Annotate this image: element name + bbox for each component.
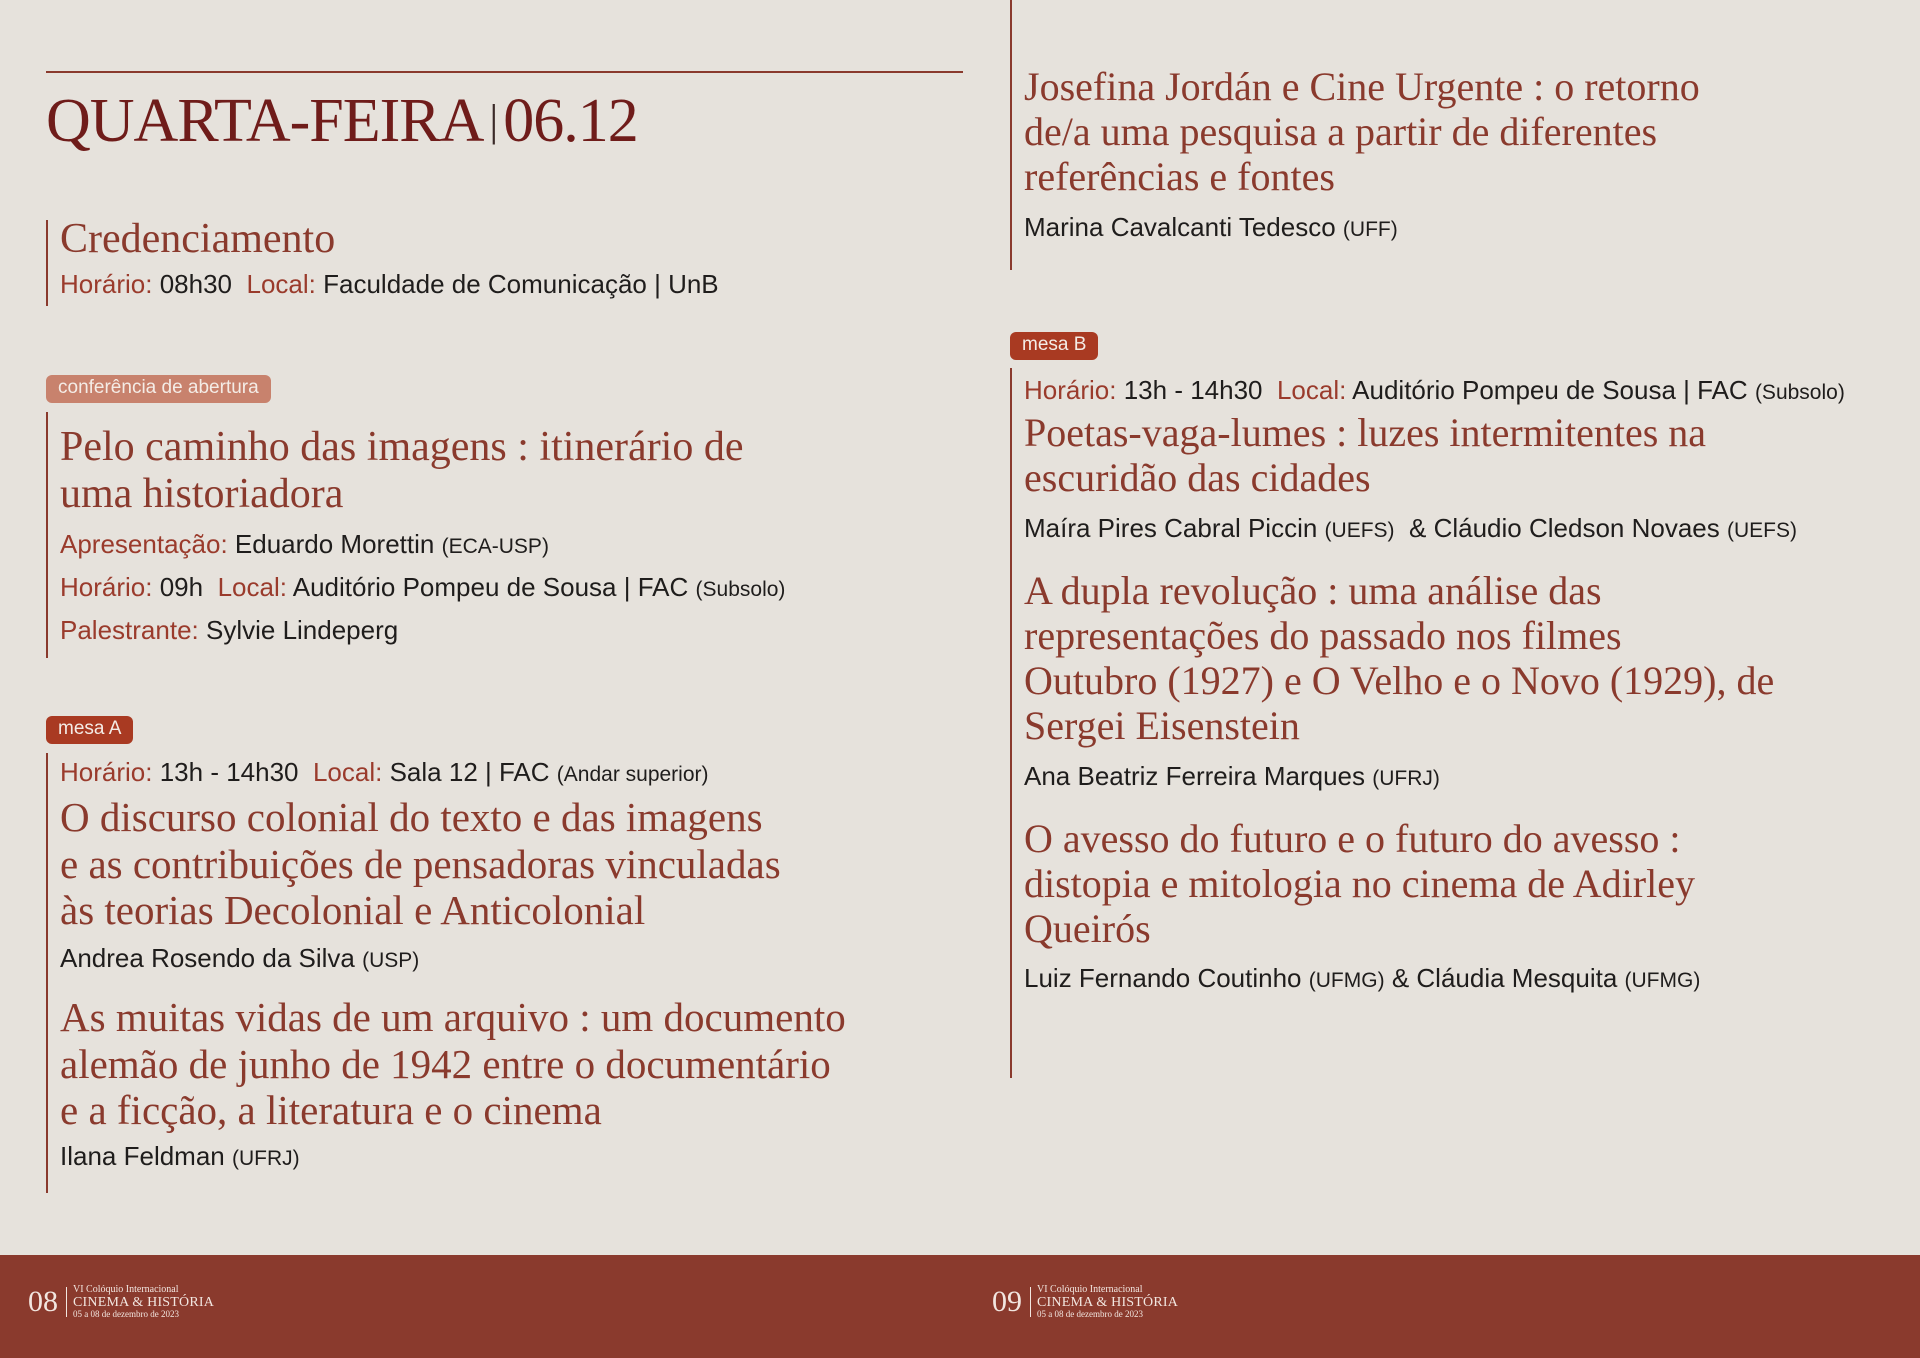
right-page: [1010, 0, 1890, 1250]
talk-title-line1: O avesso do futuro e o futuro do avesso :: [1024, 815, 1681, 861]
event-line2: CINEMA & HISTÓRIA: [73, 1294, 215, 1310]
local-note: (Subsolo): [695, 578, 786, 602]
left-page: [46, 0, 946, 1250]
footer-logo-right: [992, 1285, 1178, 1320]
author-name: Marina Cavalcanti Tedesco: [1024, 211, 1336, 242]
conferencia-block: [46, 412, 785, 658]
author-affiliation: (UEFS): [1324, 518, 1395, 542]
local-label: Local:: [246, 269, 316, 300]
author-affiliation: (UFMG): [1308, 969, 1385, 993]
author-name: Maíra Pires Cabral Piccin: [1024, 512, 1318, 543]
horario-value: 09h: [159, 572, 204, 603]
horario-value: 08h30: [159, 269, 233, 300]
talk-title-line3: referências e fontes: [1024, 154, 1335, 200]
footer-bar: [0, 1255, 1920, 1358]
conferencia-tag: conferência de abertura: [46, 375, 271, 403]
date-label: 06.12: [503, 87, 638, 155]
local-value: Auditório Pompeu de Sousa | FAC: [292, 572, 689, 603]
mesa-b-talk1-authors: [1024, 513, 1845, 544]
talk-title-line3: e a ficção, a literatura e o cinema: [60, 1087, 602, 1134]
palestrante-line: [60, 615, 785, 646]
right-top-block: [1010, 0, 1700, 270]
page-number-right: 09: [992, 1287, 1031, 1317]
mesa-a-talk2-author: [60, 1141, 846, 1172]
conferencia-meta: [60, 572, 785, 603]
mesa-b-tag: mesa B: [1010, 332, 1098, 360]
author-affiliation: (UFF): [1342, 217, 1398, 241]
mesa-a-talk2-title: [60, 994, 846, 1133]
talk-title-line2: escuridão das cidades: [1024, 455, 1371, 501]
talk-title-line2: alemão de junho de 1942 entre o documentário: [60, 1040, 831, 1087]
local-value: Faculdade de Comunicação | UnB: [323, 269, 719, 300]
event-line2: CINEMA & HISTÓRIA: [1037, 1294, 1179, 1310]
author-name: Ilana Feldman: [60, 1141, 225, 1172]
author-name: Luiz Fernando Coutinho: [1024, 963, 1302, 994]
mesa-a-block: [46, 753, 846, 1193]
mesa-b-block: [1010, 368, 1845, 1078]
event-line1: VI Colóquio Internacional: [1037, 1284, 1143, 1295]
horario-label: Horário:: [1024, 375, 1117, 405]
mesa-b-talk3-title: [1024, 816, 1845, 952]
author-affiliation: (UFRJ): [232, 1147, 300, 1171]
author-name: Andrea Rosendo da Silva: [60, 943, 355, 974]
local-value: Sala 12 | FAC: [389, 757, 550, 787]
day-label: QUARTA-FEIRA: [46, 87, 484, 155]
horario-label: Horário:: [60, 757, 153, 787]
ampersand: &: [1409, 512, 1427, 543]
palestrante-label: Palestrante:: [60, 615, 199, 646]
event-line3: 05 a 08 de dezembro de 2023: [1037, 1309, 1143, 1320]
talk-title-line3: Queirós: [1024, 906, 1151, 952]
credenciamento-block: [46, 216, 719, 306]
event-wordmark: [73, 1285, 214, 1320]
talk-title-line1: A dupla revolução : uma análise das: [1024, 567, 1602, 613]
credenciamento-title: Credenciamento: [60, 216, 336, 262]
palestrante-name: Sylvie Lindeperg: [205, 615, 399, 646]
apresentacao-affiliation: (ECA-USP): [441, 534, 549, 558]
local-label: Local:: [1276, 375, 1347, 405]
horario-label: Horário:: [60, 572, 153, 603]
local-note: (Subsolo): [1754, 381, 1845, 404]
local-note: (Andar superior): [556, 763, 709, 786]
right-top-author: [1024, 212, 1700, 243]
talk-title-line3: às teorias Decolonial e Anticolonial: [60, 886, 646, 933]
ampersand: &: [1391, 963, 1410, 994]
author-affiliation: (UEFS): [1726, 518, 1797, 542]
talk-title-line1: As muitas vidas de um arquivo : um documento: [60, 994, 846, 1041]
page-number-left: 08: [28, 1287, 67, 1317]
local-label: Local:: [217, 572, 287, 603]
talk-title-line3: Outubro (1927) e O Velho e o Novo (1929), de: [1024, 658, 1775, 704]
event-wordmark: [1037, 1285, 1178, 1320]
apresentacao-line: [60, 529, 785, 560]
credenciamento-meta: [60, 269, 719, 300]
mesa-a-talk1-title: [60, 794, 846, 933]
page-title: [46, 86, 638, 157]
mesa-b-talk3-authors: [1024, 963, 1845, 994]
footer-logo-left: [28, 1285, 214, 1320]
talk-title-line2: de/a uma pesquisa a partir de diferentes: [1024, 109, 1658, 155]
conferencia-title: [60, 424, 785, 519]
horario-label: Horário:: [60, 269, 153, 300]
author-affiliation: (UFRJ): [1372, 766, 1440, 790]
horario-value: 13h - 14h30: [159, 757, 299, 787]
author-name: Cláudio Cledson Novaes: [1433, 512, 1720, 543]
talk-title-line1: Josefina Jordán e Cine Urgente : o retorno: [1024, 64, 1700, 109]
horario-value: 13h - 14h30: [1123, 375, 1263, 405]
mesa-b-meta: [1024, 375, 1845, 406]
mesa-a-meta: [60, 757, 846, 788]
title-separator: |: [489, 96, 498, 145]
talk-title-line2: representações do passado nos filmes: [1024, 612, 1622, 658]
event-line1: VI Colóquio Internacional: [73, 1284, 179, 1295]
top-divider: [46, 71, 963, 73]
conferencia-title-line2: uma historiadora: [60, 471, 344, 518]
talk-title-line1: Poetas-vaga-lumes : luzes intermitentes na: [1024, 410, 1707, 456]
mesa-a-talk1-author: [60, 943, 846, 974]
mesa-b-talk1-title: [1024, 410, 1845, 500]
talk-title-line1: O discurso colonial do texto e das imagens: [60, 794, 763, 841]
local-value: Auditório Pompeu de Sousa | FAC: [1352, 375, 1748, 405]
right-top-title: [1024, 64, 1700, 200]
author-affiliation: (USP): [362, 949, 420, 973]
conferencia-title-line1: Pelo caminho das imagens : itinerário de: [60, 424, 744, 470]
apresentacao-label: Apresentação:: [60, 528, 228, 559]
apresentacao-name: Eduardo Morettin: [234, 528, 435, 559]
talk-title-line4: Sergei Eisenstein: [1024, 703, 1300, 749]
mesa-a-tag: mesa A: [46, 716, 133, 744]
author-name: Ana Beatriz Ferreira Marques: [1024, 760, 1366, 791]
talk-title-line2: distopia e mitologia no cinema de Adirley: [1024, 860, 1695, 906]
talk-title-line2: e as contribuições de pensadoras vinculadas: [60, 840, 781, 887]
local-label: Local:: [312, 757, 383, 787]
event-line3: 05 a 08 de dezembro de 2023: [73, 1309, 179, 1320]
mesa-b-talk2-author: [1024, 761, 1845, 792]
author-affiliation: (UFMG): [1624, 969, 1701, 993]
author-name: Cláudia Mesquita: [1416, 963, 1618, 994]
mesa-b-talk2-title: [1024, 568, 1845, 749]
